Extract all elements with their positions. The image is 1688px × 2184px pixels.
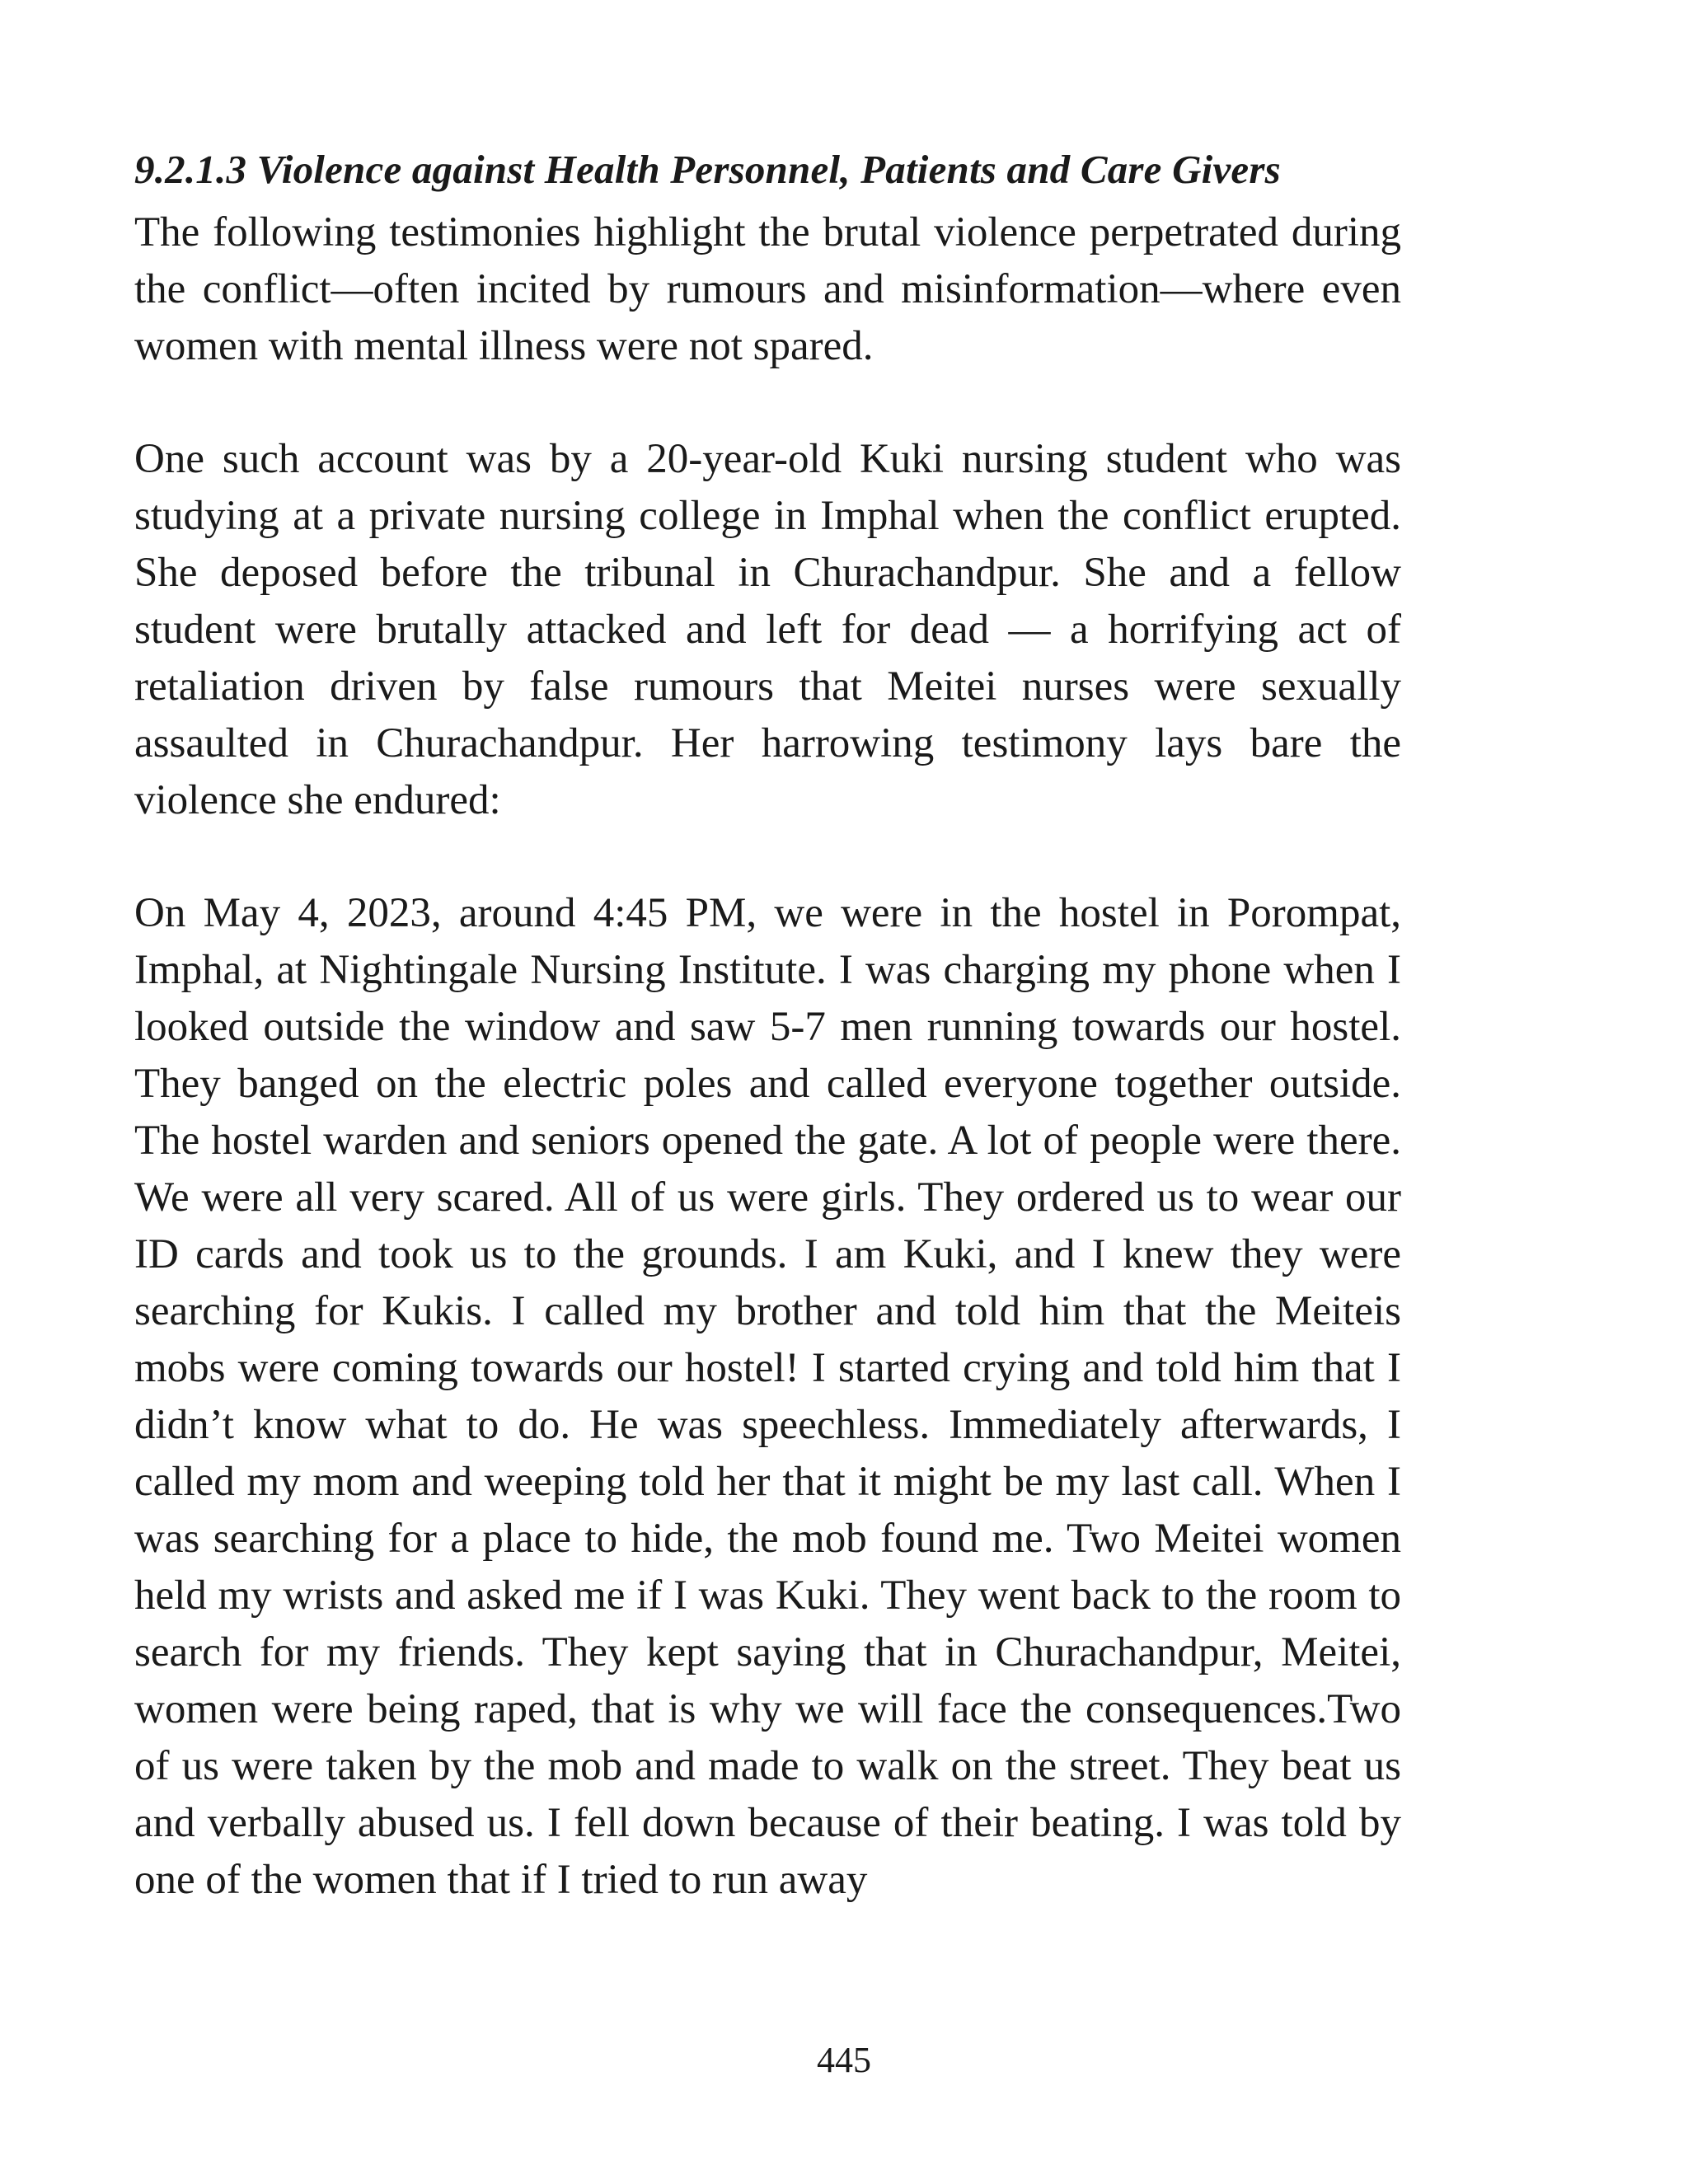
section-heading: 9.2.1.3 Violence against Health Personnel, Patients and Care Givers: [134, 147, 1281, 192]
page-body: [134, 138, 1401, 1909]
account-paragraph: One such account was by a 20-year-old Kuki nursing student who was studying at a private nursing college in Imphal when the conflict erupted. She deposed before the tribunal in Churachandpur. She and a fellow student were brutally attacked and left for dead — a horrifying act of retaliation driven by false rumours that Meitei nurses were sexually assaulted in Churachandpur. Her harrowing testimony lays bare the violence she endured:: [134, 436, 1401, 823]
page-number: 445: [817, 2040, 871, 2080]
testimony-paragraph: On May 4, 2023, around 4:45 PM, we were in the hostel in Porompat, Imphal, at Nightingale Nursing Institute. I was charging my phone when I looked outside the window and saw 5-7 men running towards our hostel. They banged on the electric poles and called everyone together outside. The hostel warden and seniors opened the gate. A lot of people were there. We were all very scared. All of us were girls. They ordered us to wear our ID cards and took us to the grounds. I am Kuki, and I knew they were searching for Kukis. I called my brother and told him that the Meiteis mobs were coming towards our hostel! I started crying and told him that I didn’t know what to do. He was speechless. Immediately afterwards, I called my mom and weeping told her that it might be my last call. When I was searching for a place to hide, the mob found me. Two Meitei women held my wrists and asked me if I was Kuki. They went back to the room to search for my friends. They kept saying that in Churachandpur, Meitei, women were being raped, that is why we will face the consequences.Two of us were taken by the mob and made to walk on the street. They beat us and verbally abused us. I fell down because of their beating. I was told by one of the women that if I tried to run away: [134, 890, 1401, 1903]
intro-paragraph: The following testimonies highlight the brutal violence perpetrated during the conflict—often incited by rumours and misinformation—where even women with mental illness were not spared.: [134, 209, 1401, 369]
